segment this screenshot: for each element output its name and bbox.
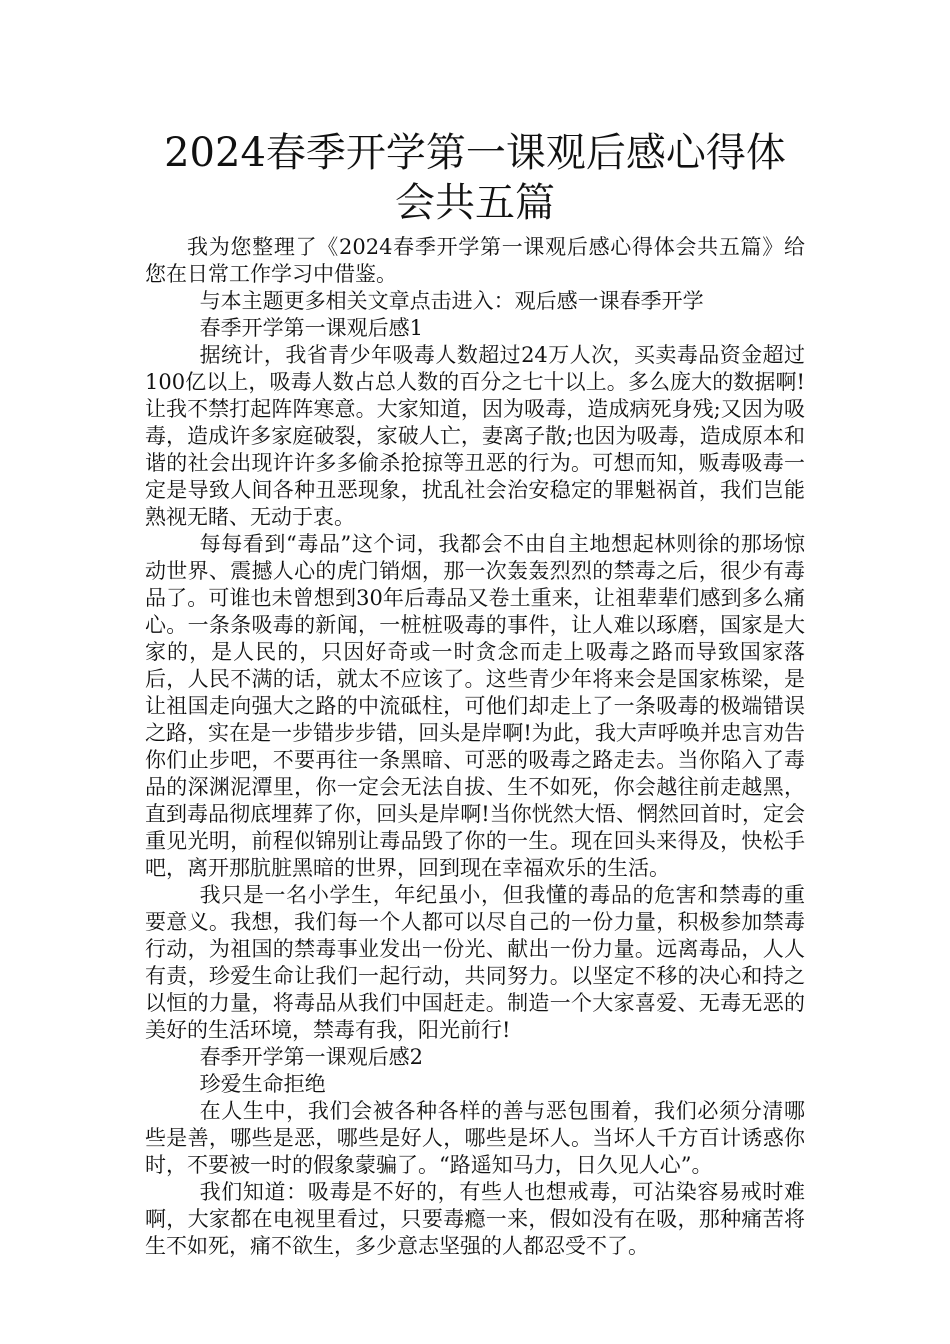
related-articles-link[interactable]: 与本主题更多相关文章点击进入：观后感一课春季开学 [199, 289, 704, 313]
section-2-subheading: 珍爱生命拒绝 [199, 1072, 326, 1096]
section-2-paragraph-1: 在人生中，我们会被各种各样的善与恶包围着，我们必须分清哪些是善，哪些是恶，哪些是好人，哪些是坏人。当坏人千方百计诱惑你时，不要被一时的假象蒙骗了。“路遥知马力，日久见人心”。 [145, 1099, 805, 1177]
document-title: 2024春季开学第一课观后感心得体会共五篇 [164, 130, 786, 226]
intro-paragraph: 我为您整理了《2024春季开学第一课观后感心得体会共五篇》给您在日常工作学习中借鉴。 [145, 235, 805, 286]
section-2-paragraph-2: 我们知道：吸毒是不好的，有些人也想戒毒，可沾染容易戒时难啊，大家都在电视里看过，只要毒瘾一来，假如没有在吸，那种痛苦将生不如死，痛不欲生，多少意志坚强的人都忍受不了。 [145, 1180, 805, 1258]
section-1-paragraph-3: 我只是一名小学生，年纪虽小，但我懂的毒品的危害和禁毒的重要意义。我想，我们每一个人都可以尽自己的一份力量，积极参加禁毒行动，为祖国的禁毒事业发出一份光、献出一份力量。远离毒品，人人有责，珍爱生命让我们一起行动，共同努力。以坚定不移的决心和持之以恒的力量，将毒品从我们中国赶走。制造一个大家喜爱、无毒无恶的美好的生活环境，禁毒有我，阳光前行! [145, 883, 805, 1042]
section-1-paragraph-1: 据统计，我省青少年吸毒人数超过24万人次，买卖毒品资金超过100亿以上，吸毒人数占总人数的百分之七十以上。多么庞大的数据啊!让我不禁打起阵阵寒意。大家知道，因为吸毒，造成病死身残;又因为吸毒，造成许多家庭破裂，家破人亡，妻离子散;也因为吸毒，造成原本和谐的社会出现许许多多偷杀抢掠等丑恶的行为。可想而知，贩毒吸毒一定是导致人间各种丑恶现象，扰乱社会治安稳定的罪魁祸首，我们岂能熟视无睹、无动于衷。 [145, 343, 805, 529]
section-1-heading: 春季开学第一课观后感1 [199, 316, 423, 340]
section-2-heading: 春季开学第一课观后感2 [199, 1045, 423, 1069]
document-page [145, 128, 805, 1260]
section-1-paragraph-2: 每每看到“毒品”这个词，我都会不由自主地想起林则徐的那场惊动世界、震撼人心的虎门销烟，那一次轰轰烈烈的禁毒之后，很少有毒品了。可谁也未曾想到30年后毒品又卷土重来，让祖辈辈们感到多么痛心。一条条吸毒的新闻，一桩桩吸毒的事件，让人难以琢磨，国家是大家的，是人民的，只因好奇或一时贪念而走上吸毒之路而导致国家落后，人民不满的话，就太不应该了。这些青少年将来会是国家栋梁，是让祖国走向强大之路的中流砥柱，可他们却走上了一条吸毒的极端错误之路，实在是一步错步步错，回头是岸啊!为此，我大声呼唤并忠言劝告你们止步吧，不要再往一条黑暗、可恶的吸毒之路走去。当你陷入了毒品的深渊泥潭里，你一定会无法自拔、生不如死，你会越往前走越黑，直到毒品彻底埋葬了你，回头是岸啊!当你恍然大悟、惘然回首时，定会重见光明，前程似锦别让毒品毁了你的一生。现在回头来得及，快松手吧，离开那肮脏黑暗的世界，回到现在幸福欢乐的生活。 [145, 532, 805, 880]
